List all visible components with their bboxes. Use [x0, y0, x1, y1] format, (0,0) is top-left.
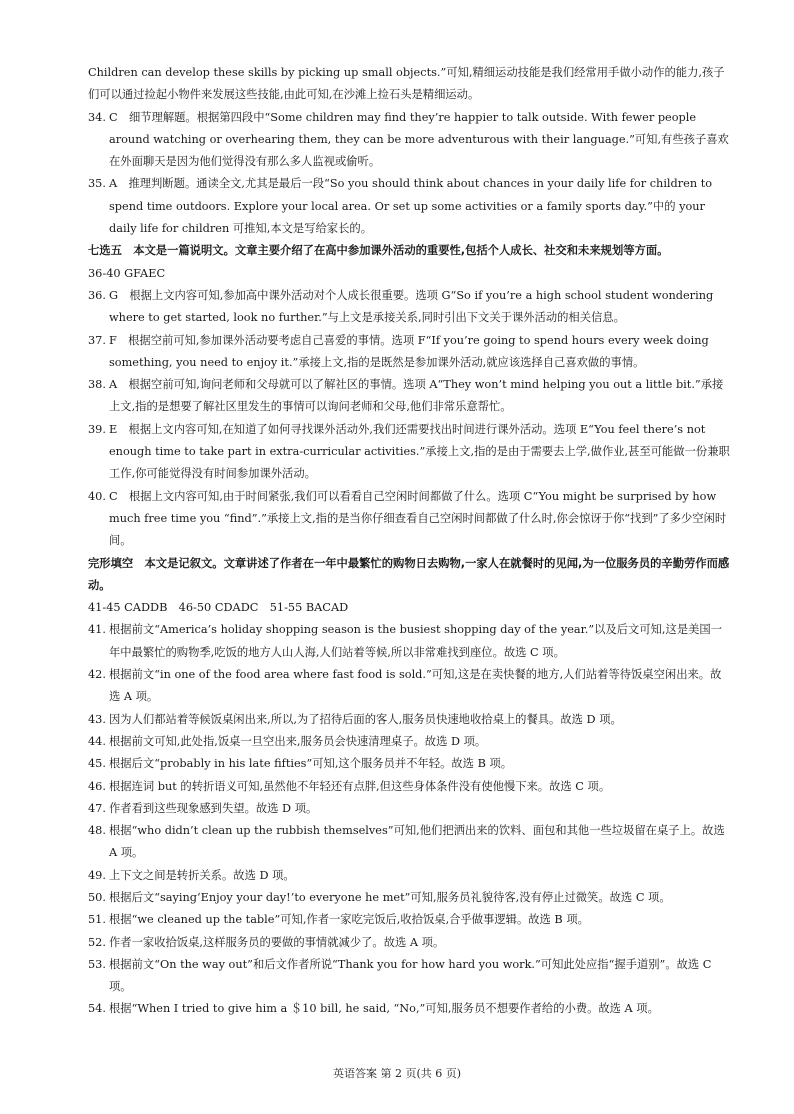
item-text: 根据后文“saying‘Enjoy your day!’to everyone he met”可知,服务员礼貌待客,没有停止过微笑。故选 C 项。: [109, 890, 671, 904]
item-number: 36.: [88, 288, 106, 302]
continued-paragraph: Children can develop these skills by picking up small objects.”可知,精细运动技能是我们经常用手做小动作的能力,孩子们可以通过捡起小物件来发展这些技能,由此可知,在沙滩上捡石头是精细运动。: [88, 66, 725, 102]
answer-item: [88, 285, 730, 330]
answer-item: [88, 107, 730, 174]
answer-item: [88, 173, 730, 240]
item-number: 43.: [88, 712, 106, 726]
item-number: 34.: [88, 110, 106, 124]
item-text: C 细节理解题。根据第四段中“Some children may find they’re happier to talk outside. With fewer people around watching or overhearing them, they can be more adventurous with their language.”可知,有些孩子喜欢在外面聊天是因为他们觉得没有那么多人监视或偷听。: [109, 110, 729, 169]
item-text: E 根据上文内容可知,在知道了如何寻找课外活动外,我们还需要找出时间进行课外活动。选项 E“You feel there’s not enough time to take part in extra-curricular activities.”承接上文,指的是由于需要去上学,做作业,甚至可能做一份兼职工作,你可能觉得没有时间参加课外活动。: [109, 422, 730, 481]
item-number: 40.: [88, 489, 106, 503]
answer-item: [88, 731, 730, 753]
item-number: 48.: [88, 824, 106, 838]
item-text: A 根据空前可知,询问老师和父母就可以了解社区的事情。选项 A“They won’t mind helping you out a little bit.”承接上文,指的是想要了解社区里发生的事情可以询问老师和父母,他们非常乐意帮忙。: [109, 378, 724, 414]
answer-item: [88, 374, 730, 419]
answer-item: [88, 619, 730, 664]
item-text: 根据连词 but 的转折语义可知,虽然他不年轻还有点胖,但这些身体条件没有使他慢下来。故选 C 项。: [109, 779, 611, 793]
item-text: 上下文之间是转折关系。故选 D 项。: [109, 868, 295, 882]
item-text: 根据前文可知,此处指,饭桌一旦空出来,服务员会快速清理桌子。故选 D 项。: [109, 734, 487, 748]
answer-item: [88, 419, 730, 486]
answer-item: [88, 998, 730, 1020]
answer-item: [88, 486, 730, 553]
item-text: C 根据上文内容可知,由于时间紧张,我们可以看看自己空闲时间都做了什么。选项 C“You might be surprised by how much free time you “find”.”承接上文,指的是当你仔细查看自己空闲时间都做了什么时,你会惊讶于你“找到”了多少空闲时间。: [109, 489, 727, 548]
item-text: 根据前文“On the way out”和后文作者所说“Thank you for how hard you work.”可知此处应指“握手道别”。故选 C 项。: [109, 957, 712, 994]
item-number: 38.: [88, 378, 106, 392]
item-text: 根据前文“in one of the food area where fast food is sold.”可知,这是在卖快餐的地方,人们站着等待饭桌空闲出来。故选 A 项。: [109, 668, 722, 704]
item-number: 44.: [88, 734, 106, 748]
item-text: 根据“When I tried to give him a ＄10 bill, he said, “No,”可知,服务员不想要作者给的小费。故选 A 项。: [109, 1002, 659, 1016]
answer-item: [88, 798, 730, 820]
answer-item: [88, 954, 730, 999]
item-number: 42.: [88, 668, 106, 682]
item-number: 37.: [88, 333, 106, 347]
item-text: 作者一家收拾饭桌,这样服务员的要做的事情就减少了。故选 A 项。: [109, 935, 445, 949]
item-number: 35.: [88, 177, 106, 191]
answer-item: [88, 909, 730, 931]
answer-key-line: 41-45 CADDB 46-50 CDADC 51-55 BACAD: [88, 601, 349, 615]
answer-item: [88, 932, 730, 954]
answer-item: [88, 664, 730, 709]
item-number: 39.: [88, 422, 106, 436]
answer-item: [88, 709, 730, 731]
page-footer: 英语答案 第 2 页(共 6 页): [332, 1067, 462, 1080]
item-number: 53.: [88, 957, 106, 971]
item-text: F 根据空前可知,参加课外活动要考虑自己喜爱的事情。选项 F“If you’re going to spend hours every week doing something, you need to enjoy it.”承接上文,指的是既然是参加课外活动,就应该选择自己喜欢做的事情。: [109, 333, 709, 369]
answer-content: [88, 62, 730, 1021]
item-number: 52.: [88, 935, 106, 949]
item-text: 作者看到这些现象感到失望。故选 D 项。: [109, 801, 318, 815]
item-number: 49.: [88, 868, 106, 882]
item-text: 根据后文“probably in his late fifties”可知,这个服务员并不年轻。故选 B 项。: [109, 757, 513, 771]
section-heading: 完形填空 本文是记叙文。文章讲述了作者在一年中最繁忙的购物日去购物,一家人在就餐时的见闻,为一位服务员的辛勤劳作而感动。: [88, 556, 730, 592]
item-number: 46.: [88, 779, 106, 793]
section-heading: 七选五 本文是一篇说明文。文章主要介绍了在高中参加课外活动的重要性,包括个人成长、社交和未来规划等方面。: [88, 244, 669, 258]
item-text: 根据“who didn’t clean up the rubbish themselves”可知,他们把洒出来的饮料、面包和其他一些垃圾留在桌子上。故选 A 项。: [109, 824, 725, 860]
item-text: 根据前文“America’s holiday shopping season is the busiest shopping day of the year.”以及后文可知,这是美国一年中最繁忙的购物季,吃饭的地方人山人海,人们站着等候,所以非常难找到座位。故选 C 项。: [109, 623, 723, 659]
item-text: 因为人们都站着等候饭桌闲出来,所以,为了招待后面的客人,服务员快速地收拾桌上的餐具。故选 D 项。: [109, 712, 622, 726]
item-text: 根据“we cleaned up the table”可知,作者一家吃完饭后,收拾饭桌,合乎做事逻辑。故选 B 项。: [109, 913, 589, 927]
item-number: 45.: [88, 757, 106, 771]
item-number: 54.: [88, 1002, 106, 1016]
answer-item: [88, 753, 730, 775]
answer-item: [88, 776, 730, 798]
answer-item: [88, 887, 730, 909]
item-text: G 根据上文内容可知,参加高中课外活动对个人成长很重要。选项 G“So if you’re a high school student wondering where to get started, look no further.”与上文是承接关系,同时引出下文关于课外活动的相关信息。: [109, 288, 714, 325]
item-number: 47.: [88, 801, 106, 815]
answer-item: [88, 330, 730, 375]
item-number: 51.: [88, 913, 106, 927]
item-text: A 推理判断题。通读全文,尤其是最后一段“So you should think about chances in your daily life for children to spend time outdoors. Explore your local area. Or set up some activities or a family sports day.”中的 your daily life for children 可推知,本文是写给家长的。: [109, 177, 713, 236]
item-number: 50.: [88, 890, 106, 904]
answer-item: [88, 865, 730, 887]
answer-item: [88, 820, 730, 865]
item-number: 41.: [88, 623, 106, 637]
answer-key-line: 36-40 GFAEC: [88, 266, 166, 280]
